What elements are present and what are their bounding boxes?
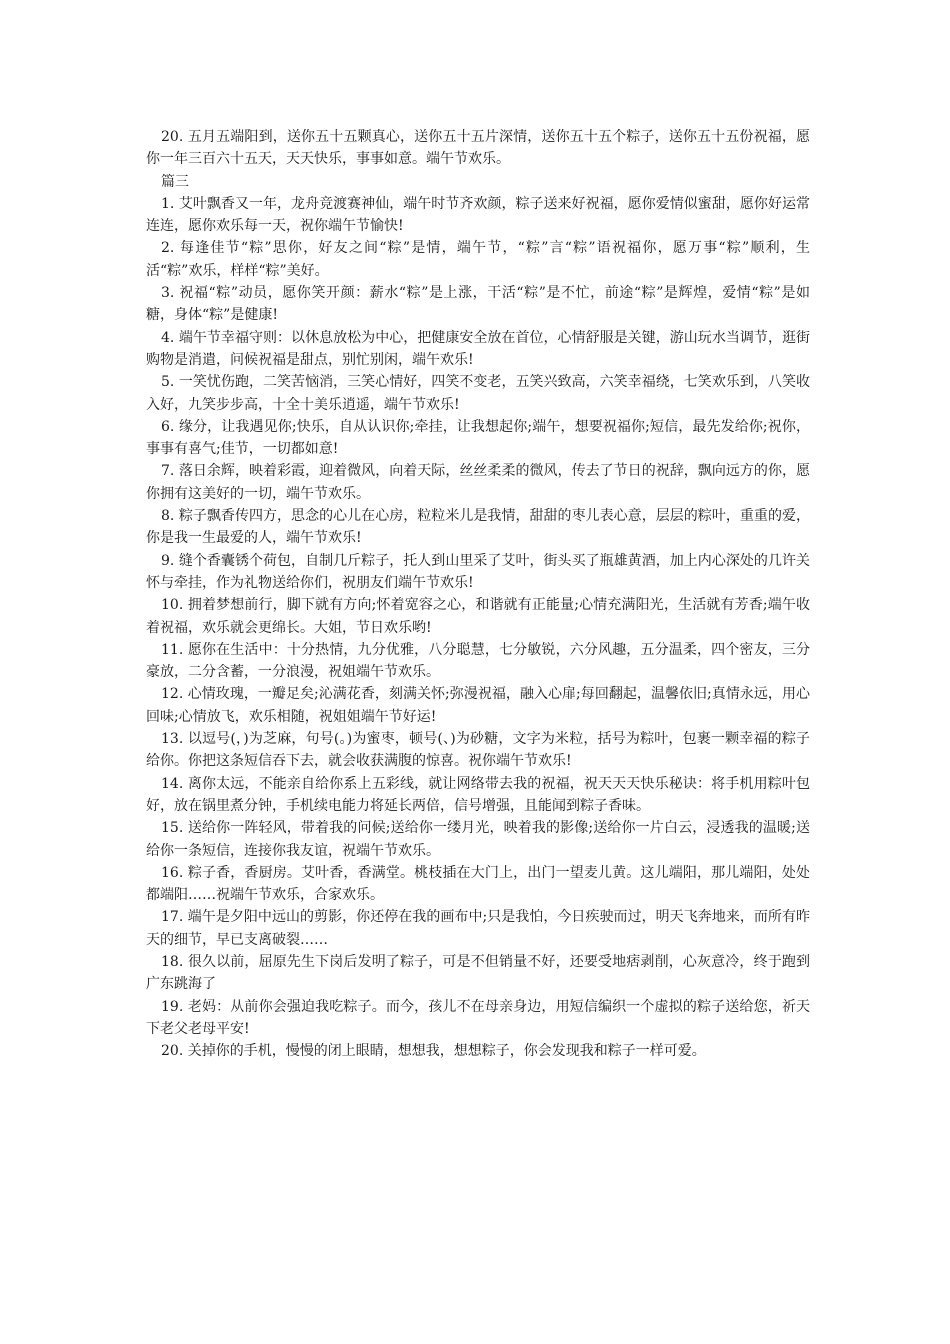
- list-item: 1. 艾叶飘香又一年，龙舟竞渡赛神仙，端午时节齐欢颜，粽子送来好祝福，愿你爱情似蜜甜，愿你好运常连连，愿你欢乐每一天，祝你端午节愉快!: [146, 195, 810, 235]
- list-item: 18. 很久以前，屈原先生下岗后发明了粽子，可是不但销量不好，还要受地痞剥削，心灰意冷，终于跑到广东跳海了: [146, 953, 810, 993]
- list-item: 10. 拥着梦想前行，脚下就有方向;怀着宽容之心，和谐就有正能量;心情充满阳光，生活就有芳香;端午收着祝福，欢乐就会更绵长。大姐，节日欢乐哟!: [146, 597, 810, 636]
- list-item: 15. 送给你一阵轻风，带着我的问候;送给你一缕月光，映着我的影像;送给你一片白云，浸透我的温暖;送给你一条短信，连接你我友谊，祝端午节欢乐。: [146, 820, 810, 859]
- intro-item: 20. 五月五端阳到，送你五十五颗真心，送你五十五片深情，送你五十五个粽子，送你五十五份祝福，愿你一年三百六十五天，天天快乐，事事如意。端午节欢乐。: [146, 129, 810, 168]
- list-item: 5. 一笑忧伤跑，二笑苦恼消，三笑心情好，四笑不变老，五笑兴致高，六笑幸福绕，七笑欢乐到，八笑收入好，九笑步步高，十全十美乐逍遥，端午节欢乐!: [146, 374, 810, 413]
- list-item: 20. 关掉你的手机，慢慢的闭上眼睛，想想我，想想粽子，你会发现我和粽子一样可爱。: [161, 1043, 706, 1060]
- section-title: 篇三: [161, 173, 189, 190]
- list-item: 7. 落日余辉，映着彩霞，迎着微风，向着天际，丝丝柔柔的微风，传去了节日的祝辞，飘向远方的你，愿你拥有这美好的一切，端午节欢乐。: [146, 463, 810, 502]
- document-body: [146, 126, 810, 1062]
- list-item: 12. 心情玫瑰，一瓣足矣;沁满花香，刻满关怀;弥漫祝福，融入心扉;每回翻起，温馨依旧;真情永远，用心回味;心情放飞，欢乐相随，祝姐姐端午节好运!: [146, 686, 810, 725]
- list-item: 13. 以逗号(，)为芝麻，句号(。)为蜜枣，顿号(、)为砂糖，文字为米粒，括号为粽叶，包裹一颗幸福的粽子给你。你把这条短信吞下去，就会收获满腹的惊喜。祝你端午节欢乐!: [146, 731, 810, 770]
- list-item: 2. 每逢佳节“粽”思你，好友之间“粽”是情，端午节，“粽”言“粽”语祝福你，愿万事“粽”顺利，生活“粽”欢乐，样样“粽”美好。: [146, 240, 810, 279]
- list-item: 9. 缝个香囊锈个荷包，自制几斤粽子，托人到山里采了艾叶，街头买了瓶雄黄酒，加上内心深处的几许关怀与牵挂，作为礼物送给你们，祝朋友们端午节欢乐!: [146, 552, 810, 591]
- list-item: 16. 粽子香，香厨房。艾叶香，香满堂。桃枝插在大门上，出门一望麦儿黄。这儿端阳，那儿端阳，处处都端阳……祝端午节欢乐，合家欢乐。: [146, 864, 810, 904]
- list-item: 4. 端午节幸福守则：以休息放松为中心，把健康安全放在首位，心情舒服是关键，游山玩水当调节，逛街购物是消遣，问候祝福是甜点，别忙别闲，端午欢乐!: [146, 329, 810, 368]
- list-item: 17. 端午是夕阳中远山的剪影，你还停在我的画布中;只是我怕，今日疾驶而过，明天飞奔地来，而所有昨天的细节，早已支离破裂……: [146, 909, 810, 948]
- list-item: 11. 愿你在生活中：十分热情，九分优雅，八分聪慧，七分敏锐，六分风趣，五分温柔，四个密友，三分豪放，二分含蓄，一分浪漫，祝姐端午节欢乐。: [146, 641, 810, 681]
- list-item: 6. 缘分，让我遇见你;快乐，自从认识你;牵挂，让我想起你;端午，想要祝福你;短信，最先发给你;祝你，事事有喜气;佳节，一切都如意!: [146, 418, 810, 458]
- item-list: [146, 193, 810, 1063]
- list-item: 14. 离你太远，不能亲自给你系上五彩线，就让网络带去我的祝福，祝天天天快乐秘诀：将手机用粽叶包好，放在锅里煮分钟，手机续电能力将延长两倍，信号增强，且能闻到粽子香味。: [146, 775, 810, 814]
- list-item: 8. 粽子飘香传四方，思念的心儿在心房，粒粒米儿是我情，甜甜的枣儿表心意，层层的粽叶，重重的爱，你是我一生最爱的人，端午节欢乐!: [146, 508, 810, 547]
- list-item: 19. 老妈：从前你会强迫我吃粽子。而今，孩儿不在母亲身边，用短信编织一个虚拟的粽子送给您，祈天下老父老母平安!: [146, 998, 810, 1037]
- list-item: 3. 祝福“粽”动员，愿你笑开颜：薪水“粽”是上涨，干活“粽”是不忙，前途“粽”是辉煌，爱情“粽”是如糖，身体“粽”是健康!: [146, 285, 810, 324]
